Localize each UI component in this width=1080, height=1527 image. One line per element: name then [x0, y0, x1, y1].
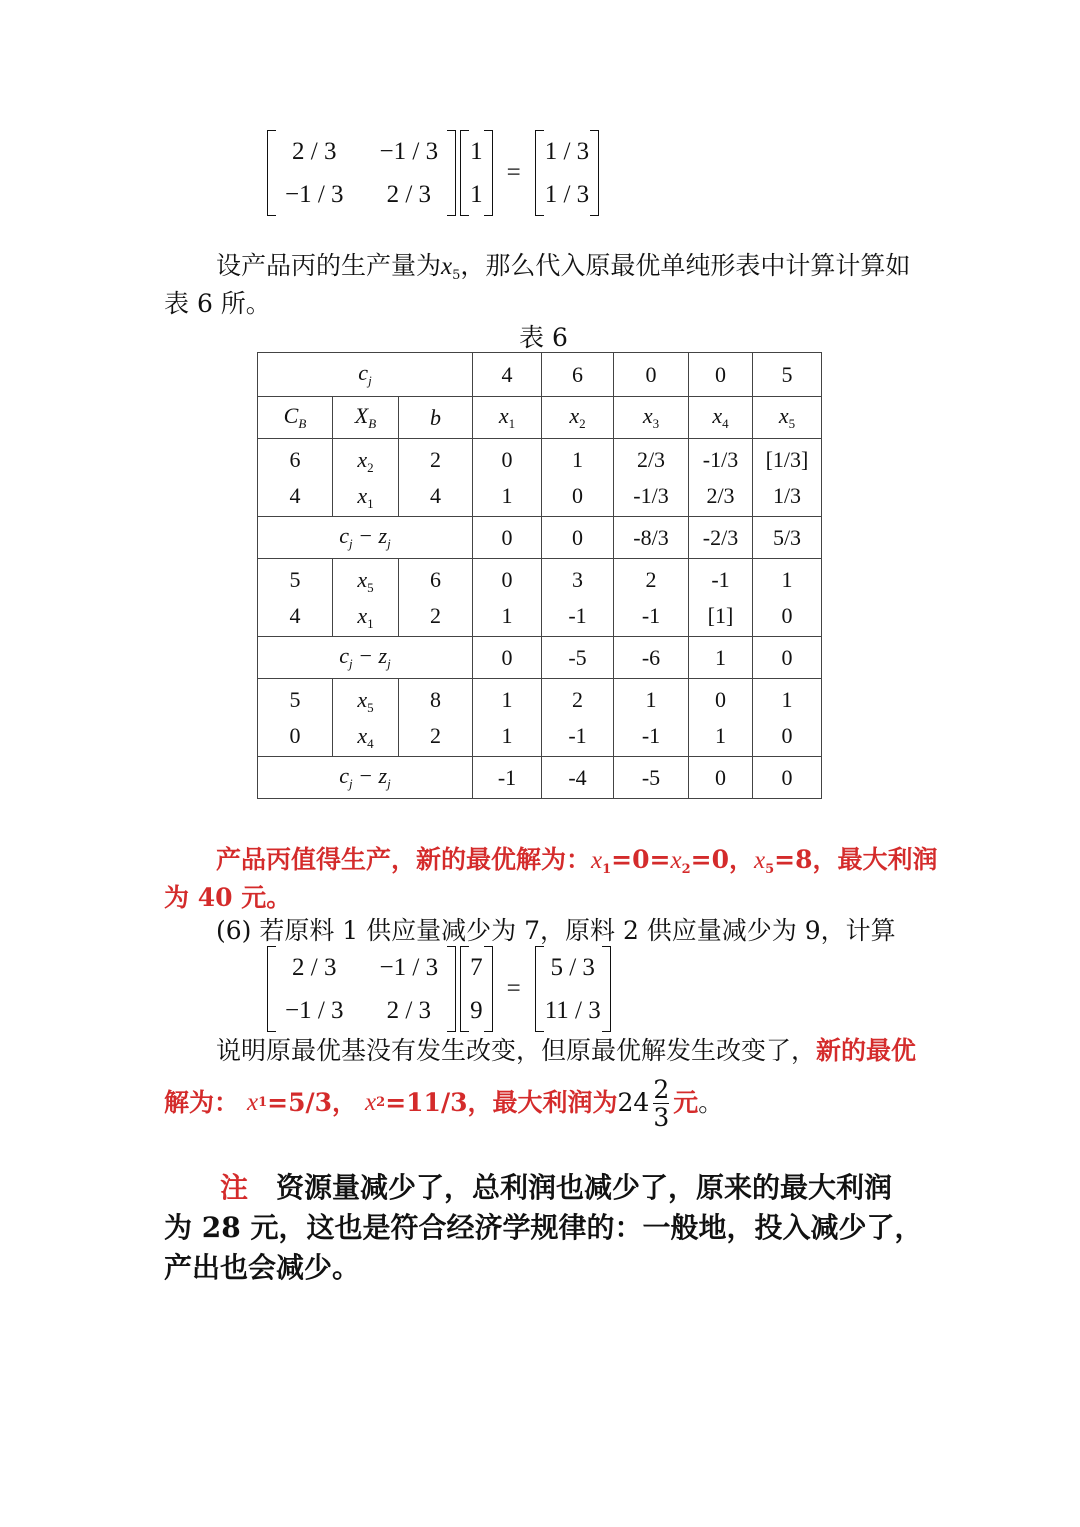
xb-cell: $x_2$ $x_1$	[333, 439, 399, 517]
coef-cell: 1 0	[542, 439, 614, 517]
vector-cell: 7	[470, 953, 483, 981]
cj-value: 6	[542, 353, 614, 397]
vector-cell: 1	[470, 137, 483, 165]
note-paragraph	[164, 1168, 922, 1288]
matrix-equation-1	[267, 130, 599, 216]
matrix-cell: −1 / 3	[285, 180, 344, 208]
variable-subscript: 1	[258, 1095, 268, 1110]
cj-zj-value: -8/3	[614, 517, 689, 559]
paragraph-basis-unchanged	[216, 1032, 916, 1070]
vector-cell: 1	[470, 180, 483, 208]
cj-value: 4	[473, 353, 542, 397]
cj-zj-label: $c_j - z_j$	[258, 757, 473, 799]
header-cb: $C_B$	[258, 397, 333, 439]
coef-cell: 2/3 -1/3	[614, 439, 689, 517]
inverse-basis-matrix	[267, 130, 456, 216]
cj-zj-value: -5	[614, 757, 689, 799]
conclusion-new-solution	[164, 1070, 723, 1136]
result-vector	[535, 130, 599, 216]
item-6: (6) 若原料 1 供应量减少为 7，原料 2 供应量减少为 9，计算	[216, 916, 896, 945]
conclusion-text: 元	[673, 1088, 699, 1117]
paragraph-product-x5	[216, 247, 910, 295]
cj-zj-value: -5	[542, 637, 614, 679]
conclusion-text: =8，最大利润	[774, 845, 938, 874]
coef-cell: 1 1	[473, 679, 542, 757]
matrix-cell: −1 / 3	[379, 137, 439, 165]
variable: x	[365, 1089, 377, 1116]
b-cell: 2 4	[399, 439, 473, 517]
vector-cell: 9	[470, 996, 483, 1024]
cb-cell: 5 0	[258, 679, 333, 757]
conclusion-text: =5/3，	[267, 1088, 358, 1117]
variable-subscript: 5	[452, 268, 461, 283]
profit-fraction: $\frac{2}{3}$	[653, 1074, 670, 1132]
matrix-cell: 2 / 3	[386, 180, 432, 208]
cj-zj-row	[258, 757, 822, 799]
variable: x	[441, 253, 453, 280]
vector-cell: 1 / 3	[544, 180, 590, 208]
b-cell: 6 2	[399, 559, 473, 637]
equals-sign: =	[506, 159, 521, 186]
conclusion-profit: 为 40 元。	[164, 883, 292, 912]
table-caption: 表 6	[519, 323, 568, 352]
cj-zj-value: 1	[689, 637, 753, 679]
cj-zj-value: -4	[542, 757, 614, 799]
matrix-cell: −1 / 3	[285, 996, 344, 1024]
coef-cell: 3 -1	[542, 559, 614, 637]
cb-cell: 6 4	[258, 439, 333, 517]
paragraph-line-2: 表 6 所。	[164, 289, 271, 318]
header-var: $x_2$	[542, 397, 614, 439]
coef-cell: -1/3 2/3	[689, 439, 753, 517]
header-xb: $X_B$	[333, 397, 399, 439]
cj-zj-row	[258, 637, 822, 679]
column-vector	[460, 946, 493, 1032]
coef-cell: 1 0	[753, 559, 822, 637]
note-text: 资源量减少了，总利润也减少了，原来的最大利润	[276, 1171, 893, 1204]
coef-cell: 0 1	[689, 679, 753, 757]
conclusion-text: 解为：	[164, 1088, 240, 1117]
cb-cell: 5 4	[258, 559, 333, 637]
simplex-table	[257, 352, 822, 799]
variable-subscript: 2	[681, 862, 691, 877]
xb-cell: $x_5$ $x_4$	[333, 679, 399, 757]
coef-cell: 2 -1	[542, 679, 614, 757]
cj-zj-value: 0	[542, 517, 614, 559]
result-vector	[535, 946, 611, 1032]
inverse-basis-matrix	[267, 946, 456, 1032]
cj-zj-value: 5/3	[753, 517, 822, 559]
cj-value: 0	[689, 353, 753, 397]
conclusion-text: 产品丙值得生产，新的最优解为：	[216, 845, 592, 874]
note-line: 产出也会减少。	[164, 1251, 361, 1284]
cj-zj-value: 0	[753, 637, 822, 679]
matrix-cell: 2 / 3	[386, 996, 432, 1024]
cj-value: 5	[753, 353, 822, 397]
header-var: $x_3$	[614, 397, 689, 439]
equals-sign: =	[506, 975, 521, 1002]
variable: x	[247, 1089, 259, 1116]
paragraph-text: 说明原最优基没有发生改变，但原最优解发生改变了，	[216, 1036, 817, 1065]
matrix-cell: 2 / 3	[292, 953, 337, 981]
paragraph-text: ，那么代入原最优单纯形表中计算计算如	[460, 251, 911, 280]
cj-zj-value: 0	[473, 517, 542, 559]
cj-zj-label: $c_j - z_j$	[258, 637, 473, 679]
column-vector	[460, 130, 493, 216]
table-row	[258, 679, 822, 757]
conclusion-optimal-solution	[216, 841, 937, 889]
cj-row	[258, 353, 822, 397]
variable-subscript: 5	[765, 862, 775, 877]
cj-value: 0	[614, 353, 689, 397]
header-b: b	[399, 397, 473, 439]
coef-cell: 1 -1	[614, 679, 689, 757]
matrix-cell: 2 / 3	[292, 137, 337, 165]
note-line: 为 28 元，这也是符合经济学规律的：一般地，投入减少了，	[164, 1211, 923, 1244]
vector-cell: 5 / 3	[550, 953, 595, 981]
profit-integer: 24	[617, 1088, 650, 1117]
header-var: $x_1$	[473, 397, 542, 439]
table-row	[258, 439, 822, 517]
cj-zj-value: 0	[689, 757, 753, 799]
cj-zj-value: -1	[473, 757, 542, 799]
b-cell: 8 2	[399, 679, 473, 757]
highlight-text: 新的最优	[816, 1036, 917, 1065]
conclusion-text: =0=	[611, 845, 671, 874]
coef-cell: 0 1	[473, 439, 542, 517]
cj-label: $c_j$	[258, 353, 473, 397]
cj-zj-value: 0	[473, 637, 542, 679]
header-var: $x_4$	[689, 397, 753, 439]
vector-cell: 1 / 3	[544, 137, 590, 165]
variable-subscript: 2	[376, 1095, 386, 1110]
coef-cell: 2 -1	[614, 559, 689, 637]
cj-zj-value: -2/3	[689, 517, 753, 559]
header-var: $x_5$	[753, 397, 822, 439]
table-row	[258, 559, 822, 637]
conclusion-text: =11/3，最大利润为	[385, 1088, 618, 1117]
matrix-equation-2	[267, 946, 611, 1032]
cj-zj-row	[258, 517, 822, 559]
coef-cell: -1 [1]	[689, 559, 753, 637]
paragraph-text: 设产品丙的生产量为	[216, 251, 442, 280]
vector-cell: 11 / 3	[544, 996, 601, 1024]
variable: x	[591, 847, 603, 874]
variable-subscript: 1	[602, 862, 612, 877]
cj-zj-value: 0	[753, 757, 822, 799]
note-line	[164, 1168, 922, 1208]
conclusion-text: =0，	[690, 845, 754, 874]
coef-cell: 1 0	[753, 679, 822, 757]
cj-zj-label: $c_j - z_j$	[258, 517, 473, 559]
header-row	[258, 397, 822, 439]
variable: x	[753, 847, 766, 874]
coef-cell: 0 1	[473, 559, 542, 637]
variable: x	[670, 847, 682, 874]
cj-zj-value: -6	[614, 637, 689, 679]
coef-cell: [1/3] 1/3	[753, 439, 822, 517]
matrix-cell: −1 / 3	[379, 953, 439, 981]
xb-cell: $x_5$ $x_1$	[333, 559, 399, 637]
note-label: 注	[220, 1171, 249, 1204]
conclusion-text: 。	[698, 1088, 724, 1117]
